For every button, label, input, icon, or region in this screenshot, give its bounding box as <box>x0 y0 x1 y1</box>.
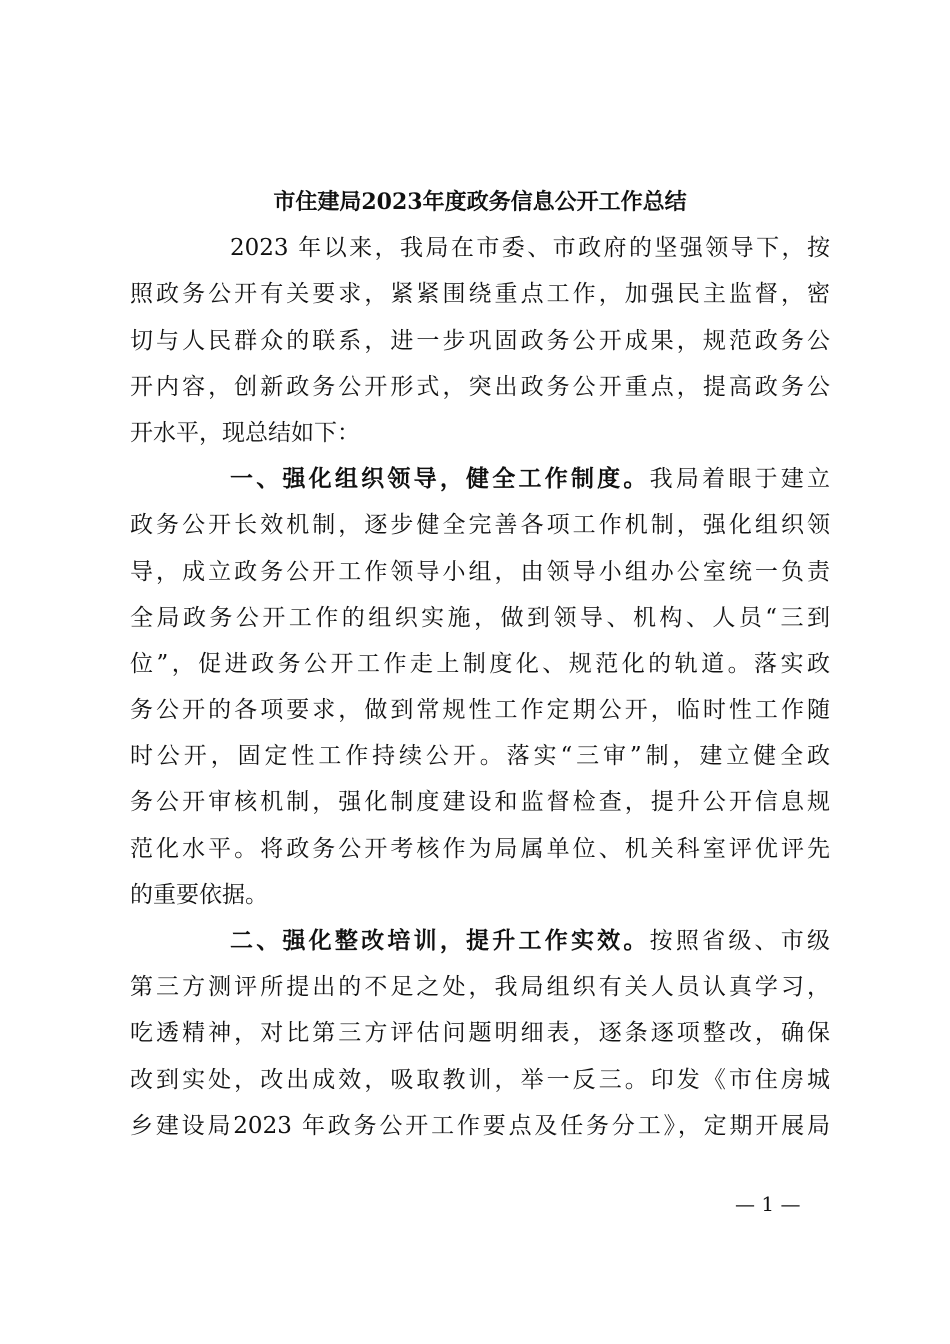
text-line: 切与人民群众的联系，进一步巩固政务公开成果，规范政务公 <box>130 327 830 354</box>
text-line: 政务公开长效机制，逐步健全完善各项工作机制，强化组织领 <box>130 512 830 539</box>
text-line: 开水平，现总结如下： <box>130 419 360 446</box>
text-line: 时公开，固定性工作持续公开。落实“三审”制，建立健全政 <box>130 743 830 770</box>
text-line: 乡建设局2023 年政务公开工作要点及任务分工》，定期开展局 <box>130 1112 830 1139</box>
text-line: 全局政务公开工作的组织实施，做到领导、机构、人员“三到 <box>130 604 830 631</box>
section-heading: 一、强化组织领导，健全工作制度。 <box>230 465 650 493</box>
text-line <box>230 456 830 502</box>
text-line: 改到实处，改出成效，吸取教训，举一反三。印发《市住房城 <box>130 1066 830 1093</box>
text-span: 按照省级、市级 <box>649 928 831 954</box>
text-line: 范化水平。将政务公开考核作为局属单位、机关科室评优评先 <box>130 835 830 862</box>
text-line: 照政务公开有关要求，紧紧围绕重点工作，加强民主监督，密 <box>130 281 830 308</box>
paragraph-section-1 <box>130 456 830 918</box>
text-line: 的重要依据。 <box>130 881 268 908</box>
text-line: 吃透精神，对比第三方评估问题明细表，逐条逐项整改，确保 <box>130 1020 830 1047</box>
text-span: 我局着眼于建立 <box>649 466 831 493</box>
document-body <box>130 179 830 1149</box>
section-heading: 二、强化整改培训，提升工作实效。 <box>230 927 650 954</box>
text-line: 务公开审核机制，强化制度建设和监督检查，提升公开信息规 <box>130 789 830 816</box>
text-line: 第三方测评所提出的不足之处，我局组织有关人员认真学习， <box>130 974 830 1001</box>
text-line: 导，成立政务公开工作领导小组，由领导小组办公室统一负责 <box>130 558 830 585</box>
text-line <box>230 918 830 964</box>
paragraph-intro <box>130 225 830 456</box>
document-title: 市住建局2023年度政务信息公开工作总结 <box>273 189 687 215</box>
page-number: — 1 — <box>735 1192 801 1216</box>
text-line: 位”，促进政务公开工作走上制度化、规范化的轨道。落实政 <box>130 650 830 677</box>
text-line: 开内容，创新政务公开形式，突出政务公开重点，提高政务公 <box>130 373 830 400</box>
text-line: 务公开的各项要求，做到常规性工作定期公开，临时性工作随 <box>130 697 830 724</box>
text-line: 2023 年以来，我局在市委、市政府的坚强领导下，按 <box>230 235 830 262</box>
paragraph-section-2 <box>130 918 830 1149</box>
